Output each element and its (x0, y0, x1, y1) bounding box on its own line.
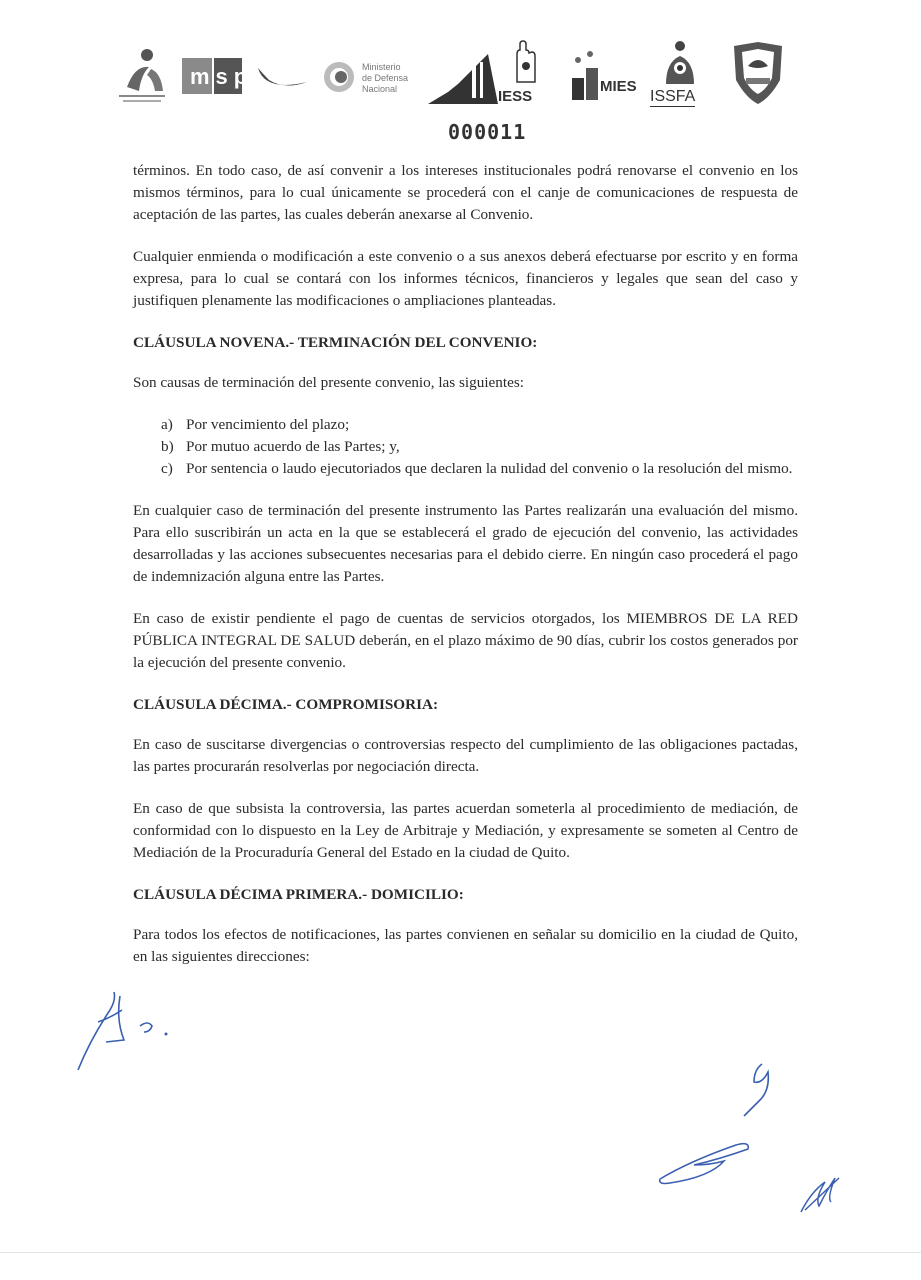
swoosh-logo (255, 62, 310, 96)
mcds-logo (115, 45, 175, 105)
iess-label: IESS (498, 88, 533, 105)
iess-logo (428, 40, 548, 110)
institution-logos (110, 40, 790, 110)
mies-label: MIES (600, 78, 637, 95)
document-number: 000011 (448, 120, 527, 144)
defensa-emblem-icon (322, 60, 356, 94)
heading-clausula-decima-primera: CLÁUSULA DÉCIMA PRIMERA.- DOMICILIO: (133, 886, 464, 903)
paragraph-evaluation: En cualquier caso de terminación del presente instrumento las Partes realizarán una evaluación del mismo. Para ello suscribirán un acta en la que se establecerá el grado de ejecución del convenio, las actividades desarrolladas y las acciones subsecuentes necesarias para el debido cierre. En ningún caso procederá el pago de indemnización alguna entre las Partes. (133, 502, 798, 585)
list-item-text: Por mutuo acuerdo de las Partes; y, (186, 438, 400, 455)
page-bottom-edge (0, 1252, 921, 1253)
msp-label: msp (190, 64, 254, 89)
defensa-line3: Nacional (362, 84, 398, 94)
initials-signature-right-top (732, 1060, 782, 1120)
paragraph-causes-intro: Son causas de terminación del presente convenio, las siguientes: (133, 374, 524, 391)
heading-clausula-novena: CLÁUSULA NOVENA.- TERMINACIÓN DEL CONVENIO: (133, 334, 538, 351)
list-item-text: Por sentencia o laudo ejecutoriados que declaren la nulidad del convenio o la resolución del mismo. (186, 460, 793, 477)
paragraph-renovation: términos. En todo caso, de así convenir a los intereses institucionales podrá renovarse el convenio en los mismos términos, para lo cual únicamente se procederá con el canje de comunicaciones de respuesta de aceptación de las partes, las cuales deberán anexarse al Convenio. (133, 162, 798, 223)
initials-signature-left (70, 980, 180, 1075)
list-marker: a) (161, 416, 173, 433)
defensa-line2: de Defensa (362, 73, 409, 83)
iess-hand-icon (512, 40, 540, 84)
paragraph-negotiation: En caso de suscitarse divergencias o controversias respecto del cumplimiento de las obligaciones pactadas, las partes procurarán resolverlas por negociación directa. (133, 736, 798, 775)
issfa-logo (650, 40, 714, 110)
list-item-text: Por vencimiento del plazo; (186, 416, 350, 433)
list-item (133, 436, 798, 458)
issfa-family-icon (662, 40, 698, 88)
paragraph-domicile: Para todos los efectos de notificaciones, las partes convienen en señalar su domicilio en la ciudad de Quito, en las siguientes direcciones: (133, 926, 798, 965)
list-marker: c) (161, 460, 173, 477)
defensa-line1: Ministerio (362, 62, 401, 72)
document-body (133, 160, 798, 988)
list-item (133, 414, 798, 436)
paragraph-amendments: Cualquier enmienda o modificación a este convenio o a sus anexos deberá efectuarse por escrito y en forma expresa, para lo cual se contará con los informes técnicos, financieros y legales que sean del caso y justifiquen plenamente las modificaciones o ampliaciones planteadas. (133, 248, 798, 309)
ministerio-defensa-logo (322, 58, 432, 98)
msp-logo (182, 58, 254, 94)
initials-signature-right-middle (650, 1135, 760, 1190)
list-item (133, 458, 798, 480)
paragraph-mediation: En caso de que subsista la controversia, las partes acuerdan someterla al procedimiento de mediación, de conformidad con lo dispuesto en la Ley de Arbitraje y Mediación, y expresamente se someten al Centro de Mediación de la Procuraduría General del Estado en la ciudad de Quito. (133, 800, 798, 861)
isspol-crest-logo (730, 40, 786, 106)
issfa-label: ISSFA (650, 88, 696, 105)
paragraph-pending-payment: En caso de existir pendiente el pago de cuentas de servicios otorgados, los MIEMBROS DE LA RED PÚBLICA INTEGRAL DE SALUD deberán, en el plazo máximo de 90 días, cubrir los costos generados por la ejecución del presente convenio. (133, 610, 798, 671)
initials-signature-right-bottom (795, 1172, 845, 1217)
list-marker: b) (161, 438, 174, 455)
mies-logo (570, 50, 650, 105)
heading-clausula-decima: CLÁUSULA DÉCIMA.- COMPROMISORIA: (133, 696, 439, 713)
termination-causes-list (133, 414, 798, 480)
